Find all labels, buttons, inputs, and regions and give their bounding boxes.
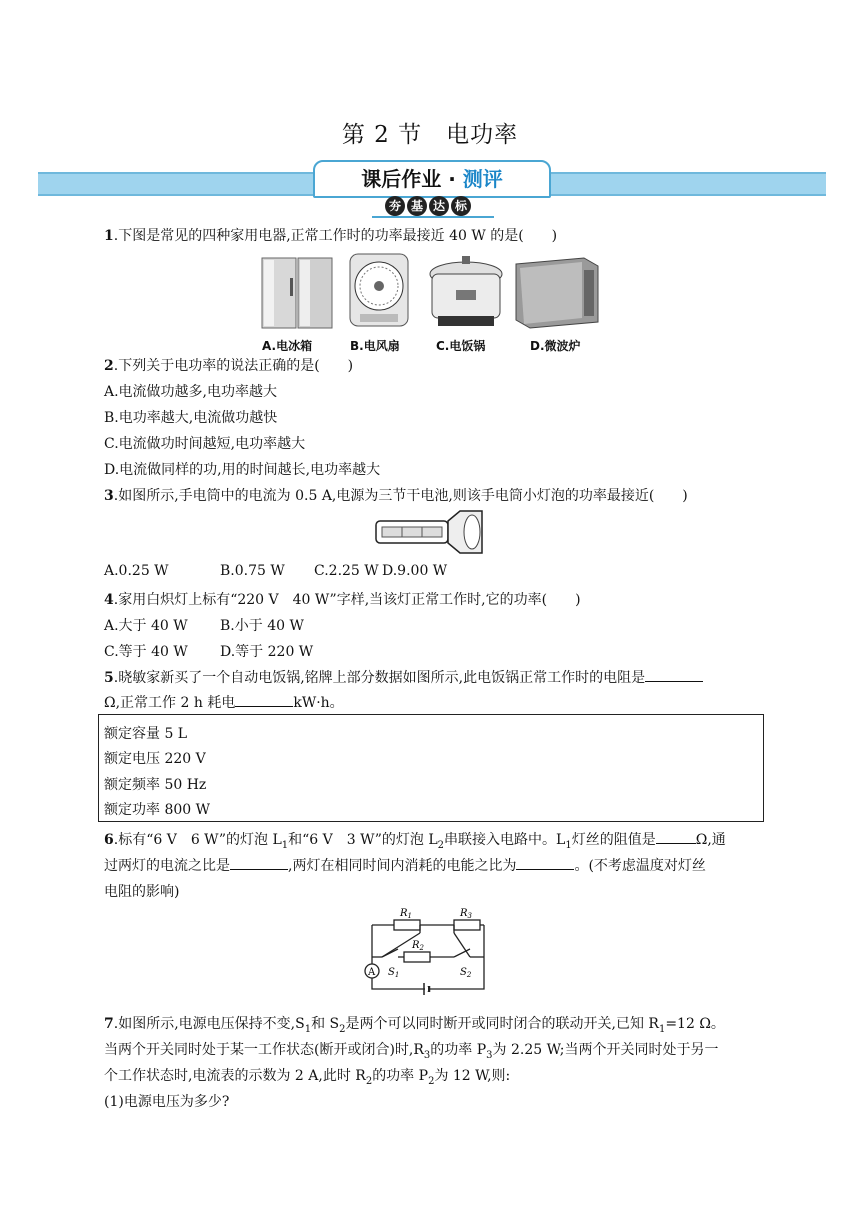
option-4d: D.等于 220 W bbox=[220, 644, 314, 660]
subtitle-badges bbox=[385, 196, 471, 216]
plate-power: 额定功率 800 W bbox=[104, 802, 211, 818]
question-2: 2.下列关于电功率的说法正确的是( ) bbox=[104, 358, 354, 374]
appliance-images bbox=[258, 252, 603, 332]
label-r1: $R_1$ bbox=[400, 908, 412, 920]
caption-c: C.电饭锅 bbox=[436, 339, 486, 353]
option-3a: A.0.25 W bbox=[104, 563, 169, 579]
question-7: 7.如图所示,电源电压保持不变$,S_1$和 $S_2$是两个可以同时断开或同时闭合的联动开关,已知 $R_1=12$ Ω。 bbox=[104, 1016, 725, 1035]
caption-a: A.电冰箱 bbox=[262, 339, 313, 353]
option-4c: C.等于 40 W bbox=[104, 644, 188, 660]
flashlight-image bbox=[374, 509, 486, 555]
circuit-diagram bbox=[358, 905, 498, 1000]
plate-capacity: 额定容量 5 L bbox=[104, 726, 188, 742]
electric-fan-image bbox=[350, 254, 408, 326]
caption-d: D.微波炉 bbox=[530, 339, 581, 353]
page-title: 第 2 节 电功率 bbox=[341, 122, 519, 148]
refrigerator-image bbox=[262, 258, 332, 328]
question-6-line2: 过两灯的电流之比是 ,两灯在相同时间内消耗的电能之比为 。(不考虑温度对灯丝 bbox=[104, 855, 706, 875]
label-r2: $R_2$ bbox=[412, 940, 424, 952]
question-6: 6.标有“6 V 6 W”的灯泡 $L_1$和“6 V 3 W”的灯泡 $L_2$串联接入电路中。$L_1$灯丝的阻值是 Ω,通 bbox=[104, 829, 726, 851]
question-4: 4.家用白炽灯上标有“220 V 40 W”字样,当该灯正常工作时,它的功率( ) bbox=[104, 592, 581, 608]
answer-blank bbox=[656, 829, 696, 844]
answer-blank bbox=[645, 667, 703, 682]
question-6-line3: 电阻的影响) bbox=[104, 884, 180, 900]
option-3b: B.0.75 W bbox=[220, 563, 285, 579]
badge-char: 基 bbox=[407, 196, 427, 216]
question-5-line2: Ω,正常工作 2 h 耗电 kW·h。 bbox=[104, 692, 344, 712]
option-2d: D.电流做同样的功,用的时间越长,电功率越大 bbox=[104, 462, 381, 478]
microwave-image bbox=[516, 258, 598, 328]
option-2b: B.电功率越大,电流做功越快 bbox=[104, 410, 278, 426]
question-1: 1.下图是常见的四种家用电器,正常工作时的功率最接近 40 W 的是( ) bbox=[104, 228, 558, 244]
banner-highlight: 测评 bbox=[462, 167, 503, 191]
answer-blank bbox=[516, 855, 574, 870]
plate-frequency: 额定频率 50 Hz bbox=[104, 777, 207, 793]
answer-blank bbox=[230, 855, 288, 870]
svg-text:A: A bbox=[368, 967, 376, 978]
rice-cooker-image bbox=[430, 256, 502, 326]
resistor-r1 bbox=[394, 920, 420, 930]
question-7-line2: 当两个开关同时处于某一工作状态(断开或闭合)时$,R_3$的功率 $P_3$为 2.25 W;当两个开关同时处于另一 bbox=[104, 1042, 719, 1061]
resistor-r3 bbox=[454, 920, 480, 930]
option-4a: A.大于 40 W bbox=[104, 618, 188, 634]
plate-voltage: 额定电压 220 V bbox=[104, 751, 206, 767]
question-3: 3.如图所示,手电筒中的电流为 0.5 A,电源为三节干电池,则该手电筒小灯泡的功率最接近( ) bbox=[104, 488, 688, 504]
label-r3: $R_3$ bbox=[460, 908, 472, 920]
section-banner bbox=[313, 160, 551, 198]
option-4b: B.小于 40 W bbox=[220, 618, 304, 634]
badge-char: 达 bbox=[429, 196, 449, 216]
question-7-sub1: (1)电源电压为多少? bbox=[104, 1094, 230, 1110]
option-3d: D.9.00 W bbox=[382, 563, 448, 579]
subtitle-underline bbox=[372, 216, 494, 218]
option-2a: A.电流做功越多,电功率越大 bbox=[104, 384, 278, 400]
option-3c: C.2.25 W bbox=[314, 563, 379, 579]
badge-char: 标 bbox=[451, 196, 471, 216]
caption-b: B.电风扇 bbox=[350, 339, 400, 353]
resistor-r2 bbox=[404, 952, 430, 962]
option-2c: C.电流做功时间越短,电功率越大 bbox=[104, 436, 306, 452]
question-7-line3: 个工作状态时,电流表的示数为 2 A,此时 $R_2$的功率 $P_2$为 12 W,则: bbox=[104, 1068, 511, 1087]
label-s1: $S_1$ bbox=[388, 967, 400, 979]
question-5: 5.晓敏家新买了一个自动电饭锅,铭牌上部分数据如图所示,此电饭锅正常工作时的电阻是 bbox=[104, 667, 703, 687]
label-s2: $S_2$ bbox=[460, 967, 472, 979]
badge-char: 夯 bbox=[385, 196, 405, 216]
answer-blank bbox=[235, 692, 293, 707]
banner-text: 课后作业 · bbox=[361, 167, 463, 191]
